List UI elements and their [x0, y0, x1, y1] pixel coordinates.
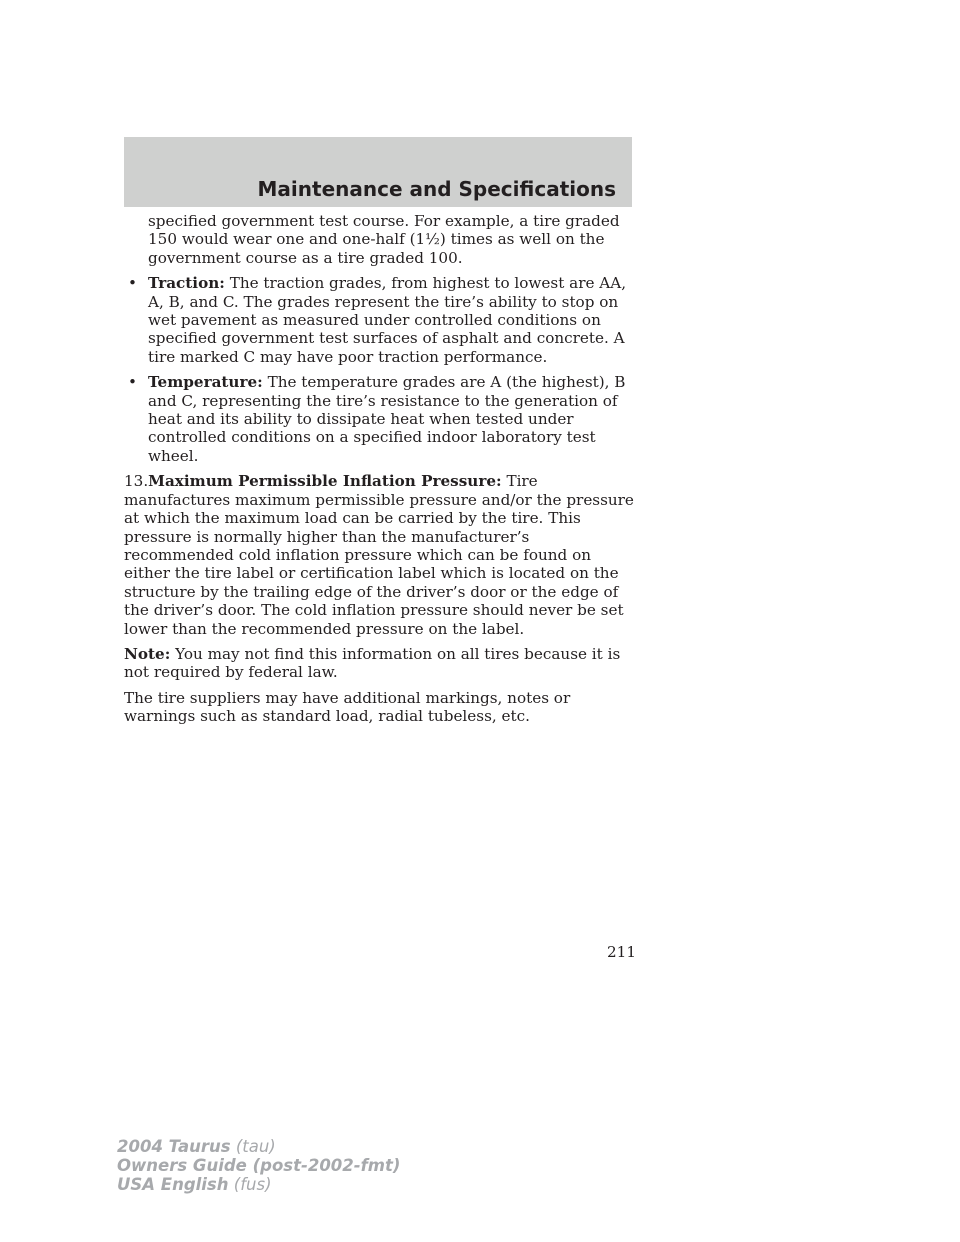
document-footer [117, 1137, 400, 1194]
footer-language-code: (fus) [233, 1175, 272, 1194]
footer-model: 2004 Taurus [117, 1137, 231, 1156]
item-13-label: Maximum Permissible Inflation Pressure: [148, 472, 502, 491]
footer-language: USA English [117, 1175, 229, 1194]
footer-line-language [117, 1175, 400, 1194]
footer-guide: Owners Guide (post-2002-fmt) [117, 1156, 401, 1175]
page-content [124, 212, 636, 733]
bullet-icon: • [128, 373, 137, 392]
traction-text: The traction grades, from highest to lowest are AA, A, B, and C. The grades represent the tire’s ability to stop on wet pavement as measured under controlled conditions on specified government test surfaces of asphalt and concrete. A tire marked C may have poor traction performance. [148, 274, 627, 366]
footer-model-code: (tau) [235, 1137, 276, 1156]
temperature-text: The temperature grades are A (the highest), B and C, representing the tire’s resistance to the generation of heat and its ability to dissipate heat when tested under controlled conditions on a specified indoor laboratory test wheel. [148, 373, 626, 465]
traction-label: Traction: [148, 274, 225, 293]
temperature-item [124, 373, 636, 465]
temperature-label: Temperature: [148, 373, 263, 392]
footer-line-model [117, 1137, 400, 1156]
item-13-text: Tire manufactures maximum permissible pressure and/or the pressure at which the maximum load can be carried by the tire. This pressure is normally higher than the manufacturer’s recommended cold inflation pressure which can be found on either the tire label or certification label which is located on the structure by the trailing edge of the driver’s door or the edge of the driver’s door. The cold inflation pressure should never be set lower than the recommended pressure on the label. [124, 472, 634, 638]
footer-line-guide [117, 1156, 400, 1175]
item-13-number: 13. [124, 472, 149, 491]
section-title: Maintenance and Specifications [257, 177, 616, 201]
traction-item [124, 274, 636, 366]
item-13-paragraph [124, 472, 636, 638]
intro-paragraph: specified government test course. For example, a tire graded 150 would wear one and one-half (1½) times as well on the government course as a tire graded 100. [148, 212, 620, 267]
section-header [124, 137, 632, 207]
note-label: Note: [124, 644, 171, 663]
closing-paragraph: The tire suppliers may have additional markings, notes or warnings such as standard load, radial tubeless, etc. [124, 688, 571, 726]
note-text: You may not find this information on all tires because it is not required by federal law. [124, 644, 621, 682]
page-number: 211 [607, 943, 636, 961]
note-paragraph [124, 645, 636, 682]
bullet-icon: • [128, 274, 137, 293]
